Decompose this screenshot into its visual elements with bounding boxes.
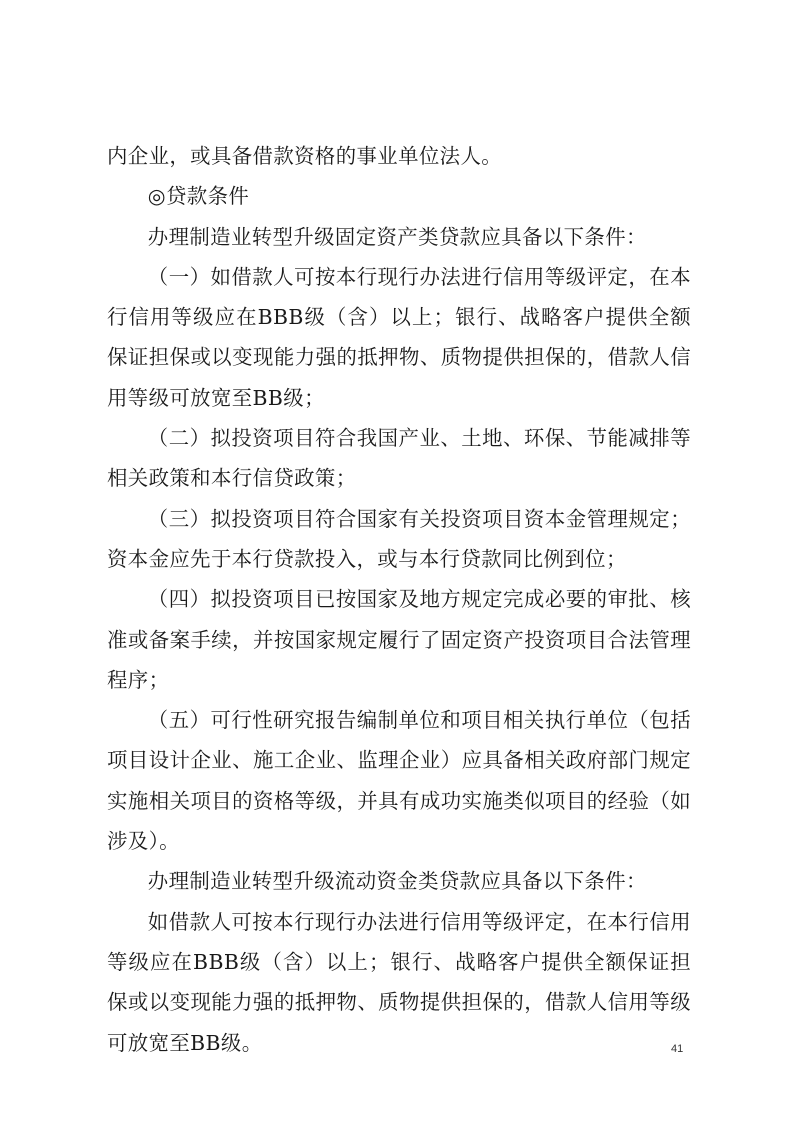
paragraph-working-capital-intro: 办理制造业转型升级流动资金类贷款应具备以下条件： xyxy=(147,869,647,894)
page-number: 41 xyxy=(671,1043,684,1055)
paragraph-continuation: 内企业，或具备借款资格的事业单位法人。 xyxy=(107,144,503,168)
document-body xyxy=(107,136,691,1063)
condition-item-4: （四）拟投资项目已按国家及地方规定完成必要的审批、核准或备案手续，并按国家规定履行了固定资产投资项目合法管理程序； xyxy=(107,587,691,692)
section-heading-loan-conditions: ◎贷款条件 xyxy=(147,184,250,209)
condition-item-2: （二）拟投资项目符合我国产业、土地、环保、节能减排等相关政策和本行信贷政策； xyxy=(107,426,691,491)
condition-item-1: （一）如借款人可按本行现行办法进行信用等级评定，在本行信用等级应在BBB级（含）以上；银行、战略客户提供全额保证担保或以变现能力强的抵押物、质物提供担保的，借款人信用等级可放宽至BB级； xyxy=(107,264,691,410)
paragraph-fixed-asset-intro: 办理制造业转型升级固定资产类贷款应具备以下条件： xyxy=(147,224,647,249)
paragraph-working-capital-condition: 如借款人可按本行现行办法进行信用等级评定，在本行信用等级应在BBB级（含）以上；银行、战略客户提供全额保证担保或以变现能力强的抵押物、质物提供担保的，借款人信用等级可放宽至BB级。 xyxy=(107,909,691,1055)
condition-item-5: （五）可行性研究报告编制单位和项目相关执行单位（包括项目设计企业、施工企业、监理企业）应具备相关政府部门规定实施相关项目的资格等级，并具有成功实施类似项目的经验（如涉及）。 xyxy=(107,708,691,854)
condition-item-3: （三）拟投资项目符合国家有关投资项目资本金管理规定；资本金应先于本行贷款投入，或与本行贷款同比例到位； xyxy=(107,506,691,571)
